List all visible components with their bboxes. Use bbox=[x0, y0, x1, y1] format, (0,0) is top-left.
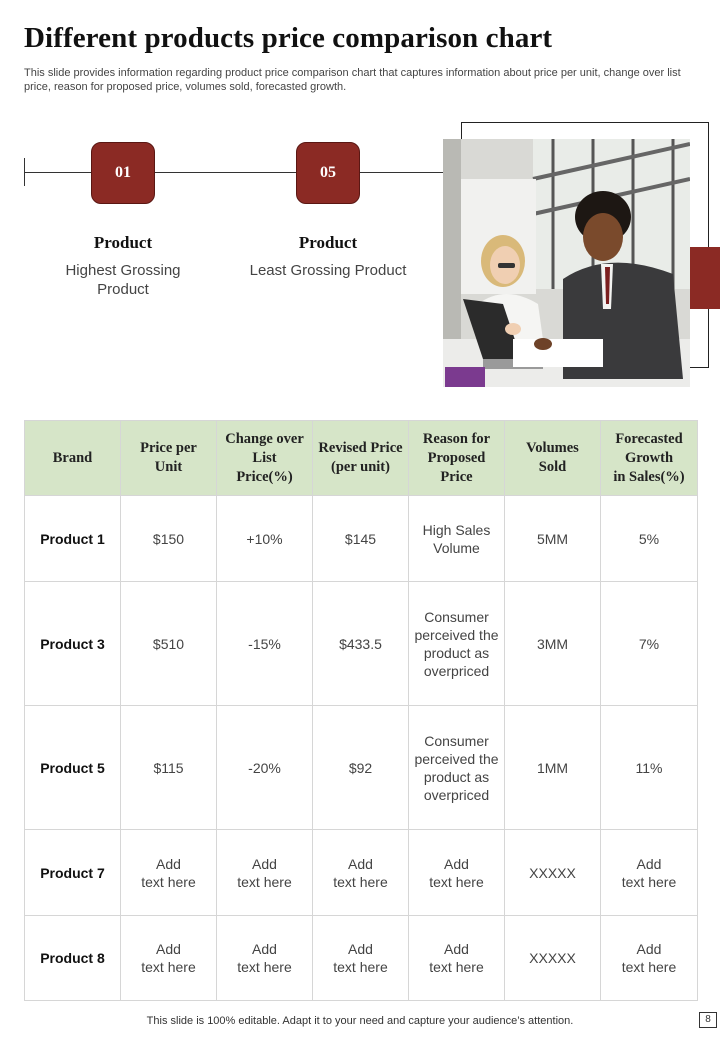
table-cell: -20% bbox=[217, 706, 313, 830]
table-cell: Add text here bbox=[409, 830, 505, 916]
table-cell: 5MM bbox=[505, 496, 601, 582]
table-cell: Add text here bbox=[121, 916, 217, 1001]
table-cell: $433.5 bbox=[313, 582, 409, 706]
table-cell: 1MM bbox=[505, 706, 601, 830]
header-forecasted-growth: Forecasted Growth in Sales(%) bbox=[601, 421, 698, 496]
table-cell-brand: Product 3 bbox=[25, 582, 121, 706]
table-cell: Add text here bbox=[217, 830, 313, 916]
header-change-over-list-price: Change over List Price(%) bbox=[217, 421, 313, 496]
table-row bbox=[25, 496, 698, 582]
header-reason-for-price: Reason for Proposed Price bbox=[409, 421, 505, 496]
table-cell-brand: Product 8 bbox=[25, 916, 121, 1001]
table-cell: Add text here bbox=[313, 916, 409, 1001]
photo-accent-bar bbox=[690, 247, 720, 309]
header-brand: Brand bbox=[25, 421, 121, 496]
table-cell: 11% bbox=[601, 706, 698, 830]
footer-note: This slide is 100% editable. Adapt it to your need and capture your audience’s attention. bbox=[146, 1015, 574, 1027]
table-cell: Add text here bbox=[313, 830, 409, 916]
table-cell: 5% bbox=[601, 496, 698, 582]
timeline-marker-2: 05 bbox=[296, 142, 360, 204]
table-cell: Add text here bbox=[601, 830, 698, 916]
timeline-heading-2: Product bbox=[298, 233, 358, 252]
table-cell: -15% bbox=[217, 582, 313, 706]
table-cell: Consumer perceived the product as overpriced bbox=[409, 706, 505, 830]
header-revised-price: Revised Price (per unit) bbox=[313, 421, 409, 496]
table-cell: +10% bbox=[217, 496, 313, 582]
timeline-description-2: Least Grossing Product bbox=[249, 262, 407, 279]
timeline-start-tick bbox=[24, 158, 25, 186]
table-cell: $115 bbox=[121, 706, 217, 830]
table-cell: $510 bbox=[121, 582, 217, 706]
timeline-marker-1: 01 bbox=[91, 142, 155, 204]
table-cell: Add text here bbox=[217, 916, 313, 1001]
table-cell: XXXXX bbox=[505, 916, 601, 1001]
table-row bbox=[25, 916, 698, 1001]
page-number: 8 bbox=[699, 1012, 717, 1028]
table-cell: $92 bbox=[313, 706, 409, 830]
timeline-line bbox=[24, 172, 444, 173]
table-cell: High Sales Volume bbox=[409, 496, 505, 582]
table-cell-brand: Product 1 bbox=[25, 496, 121, 582]
office-meeting-photo bbox=[443, 139, 690, 387]
office-meeting-illustration bbox=[443, 139, 690, 387]
table-cell-brand: Product 7 bbox=[25, 830, 121, 916]
table-cell: XXXXX bbox=[505, 830, 601, 916]
header-price-per-unit: Price per Unit bbox=[121, 421, 217, 496]
page-title: Different products price comparison chart bbox=[24, 22, 553, 54]
table-cell: $145 bbox=[313, 496, 409, 582]
table-cell-brand: Product 5 bbox=[25, 706, 121, 830]
table-cell: 7% bbox=[601, 582, 698, 706]
price-comparison-table bbox=[24, 420, 698, 1001]
table-cell: Add text here bbox=[409, 916, 505, 1001]
table-row bbox=[25, 830, 698, 916]
timeline-description-1: Highest Grossing Product bbox=[65, 262, 181, 298]
table-cell: 3MM bbox=[505, 582, 601, 706]
table-row bbox=[25, 582, 698, 706]
timeline-heading-1: Product bbox=[93, 233, 153, 252]
table-cell: $150 bbox=[121, 496, 217, 582]
table-header-row bbox=[25, 421, 698, 496]
table-cell: Consumer perceived the product as overpriced bbox=[409, 582, 505, 706]
table-cell: Add text here bbox=[121, 830, 217, 916]
header-volumes-sold: Volumes Sold bbox=[505, 421, 601, 496]
table-cell: Add text here bbox=[601, 916, 698, 1001]
page-subtitle: This slide provides information regarding product price comparison chart that captures information about price per unit, change over list price, reason for proposed price, volumes sold, forecasted growth. bbox=[24, 67, 681, 93]
table-row bbox=[25, 706, 698, 830]
